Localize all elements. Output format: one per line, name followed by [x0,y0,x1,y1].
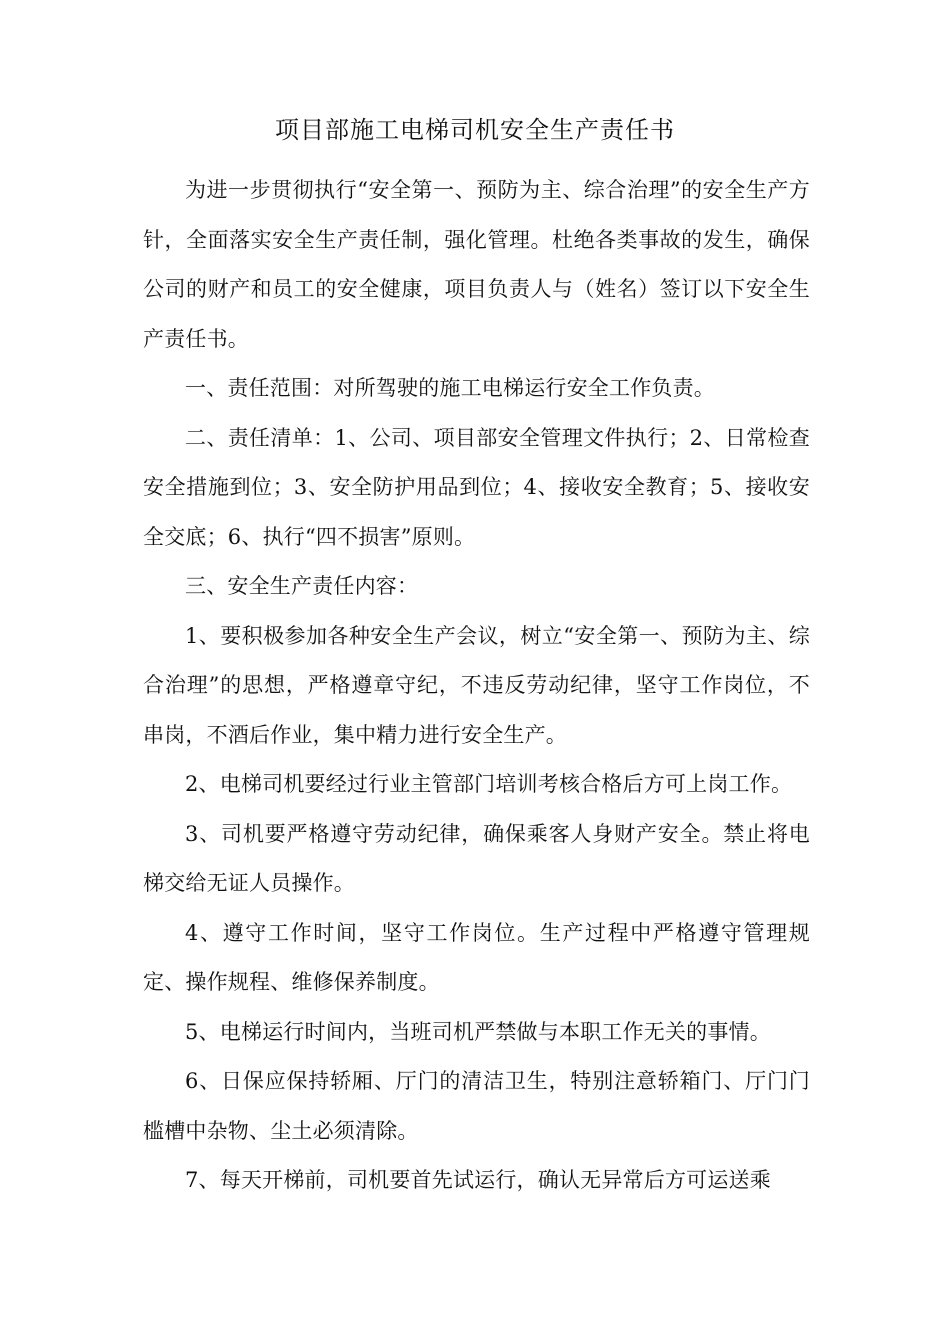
responsibility-scope-paragraph: 一、责任范围：对所驾驶的施工电梯运行安全工作负责。 [185,376,715,400]
responsibility-list-paragraph: 二、责任清单：1、公司、项目部安全管理文件执行；2、日常检查安全措施到位；3、安全防护用品到位；4、接收安全教育；5、接收安全交底；6、执行“四不损害”原则。 [143,425,810,549]
document-title: 项目部施工电梯司机安全生产责任书 [275,116,675,144]
clause-1: 1、要积极参加各种安全生产会议，树立“安全第一、预防为主、综合治理”的思想，严格遵章守纪，不违反劳动纪律，坚守工作岗位，不串岗，不酒后作业，集中精力进行安全生产。 [143,623,810,747]
intro-paragraph: 为进一步贯彻执行“安全第一、预防为主、综合治理”的安全生产方针，全面落实安全生产责任制，强化管理。杜绝各类事故的发生，确保公司的财产和员工的安全健康，项目负责人与（姓名）签订以下安全生产责任书。 [143,178,810,351]
document-body [143,166,810,1206]
clause-5: 5、电梯运行时间内，当班司机严禁做与本职工作无关的事情。 [185,1019,771,1044]
clause-4: 4、遵守工作时间，坚守工作岗位。生产过程中严格遵守管理规定、操作规程、维修保养制度。 [143,920,810,994]
clause-6: 6、日保应保持轿厢、厅门的清洁卫生，特别注意轿箱门、厅门门槛槽中杂物、尘土必须清除。 [143,1069,810,1143]
section-heading-contents: 三、安全生产责任内容： [185,574,419,598]
clause-3: 3、司机要严格遵守劳动纪律，确保乘客人身财产安全。禁止将电梯交给无证人员操作。 [143,821,810,895]
clause-2: 2、电梯司机要经过行业主管部门培训考核合格后方可上岗工作。 [185,772,793,796]
clause-7: 7、每天开梯前，司机要首先试运行，确认无异常后方可运送乘 [185,1168,771,1192]
